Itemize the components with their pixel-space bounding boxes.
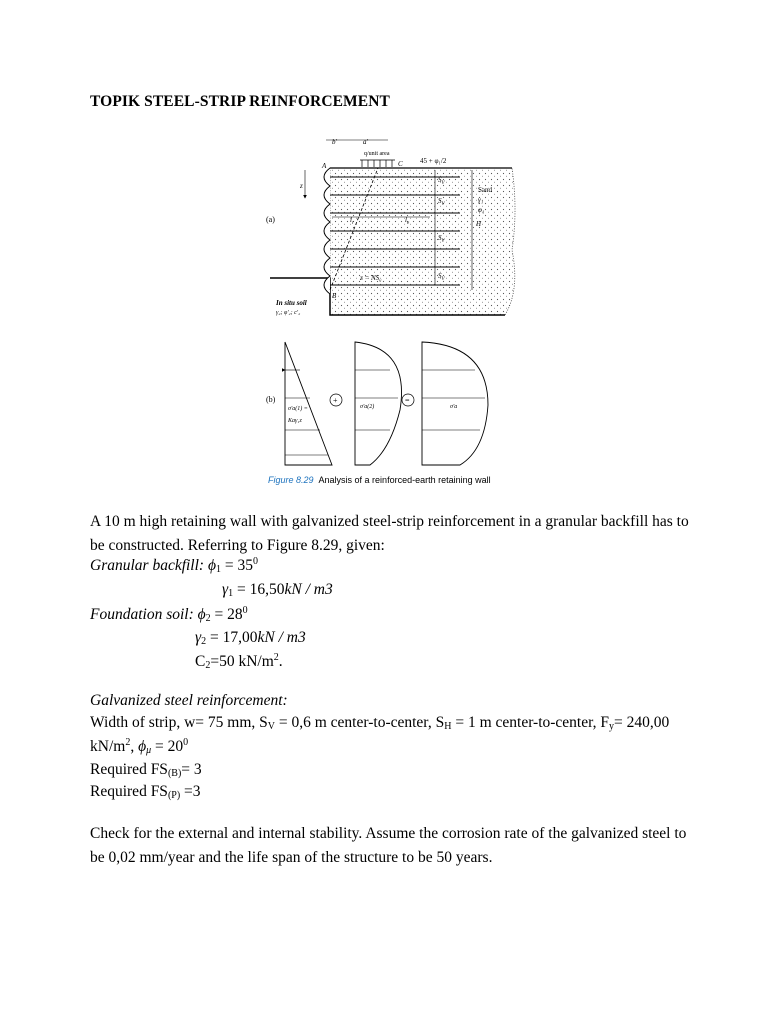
pressure-triangle — [285, 342, 332, 465]
fy-sub: y — [609, 721, 615, 732]
surcharge-arrows — [360, 160, 395, 167]
reinforced-earth-diagram — [250, 130, 550, 490]
phi2-value: = 28 — [210, 606, 243, 623]
gamma2-value: = 17,00 — [206, 629, 258, 646]
figure-8-29 — [250, 130, 550, 490]
angle-label: 45 + φ₁/2 — [420, 157, 447, 165]
gamma1-unit: kN / m3 — [284, 581, 333, 598]
foundation-soil-line — [90, 605, 248, 624]
figure-caption-text: Analysis of a reinforced-earth retaining wall — [318, 475, 491, 485]
gamma2-line — [195, 629, 306, 647]
granular-label: Granular backfill: — [90, 557, 205, 574]
gamma1-line — [222, 581, 333, 599]
sh-sub: H — [444, 721, 452, 732]
sv-label-2: $S_V$ — [438, 197, 445, 207]
z-label: z — [300, 182, 303, 190]
plus-sign: + — [333, 396, 338, 405]
knm-text: kN/m — [90, 738, 126, 755]
sv-label-1: $S_V$ — [438, 176, 445, 186]
lr-label: $l_r$ — [350, 216, 354, 226]
width-text-c: = 1 m center-to-center, F — [451, 714, 610, 731]
knm-line — [90, 737, 188, 756]
gamma1-symbol: γ — [222, 581, 229, 598]
z-eq-label: $z = NS_v$ — [360, 274, 382, 284]
phi1-sub: 1 — [216, 564, 221, 575]
h-label: H — [476, 220, 482, 228]
phi2-symbol: ϕ — [197, 606, 206, 623]
phi2-sub: 2 — [205, 613, 211, 624]
a-prime-label: a' — [363, 138, 368, 146]
fsb-value: = 3 — [181, 761, 202, 778]
wall-facing — [324, 168, 330, 294]
gamma2-sub: 2 — [201, 636, 207, 647]
panel-a — [266, 138, 515, 316]
fsp-text: Required FS — [90, 783, 168, 800]
width-text-b: = 0,6 m center-to-center, S — [275, 714, 445, 731]
c2-end: . — [278, 653, 283, 670]
fsp-sub: (P) — [167, 790, 181, 801]
foundation-label: Foundation soil: — [90, 606, 194, 623]
b-prime-label: b' — [332, 138, 337, 146]
sv-label-4: $S_V$ — [438, 272, 445, 282]
c2-label: C — [195, 653, 206, 670]
c2-value: =50 kN/m — [210, 653, 274, 670]
le-label: $l_e$ — [405, 216, 410, 226]
granular-backfill-line — [90, 556, 258, 575]
phi1-label: φ₁ — [478, 206, 485, 214]
gamma2-symbol: γ — [195, 629, 202, 646]
sand-label: Sand — [478, 186, 492, 194]
point-b-label: B — [332, 292, 337, 300]
gamma2-unit: kN / m3 — [257, 629, 306, 646]
check-paragraph: Check for the external and internal stability. Assume the corrosion rate of the galvanized steel to be 0,02 mm/year and the life span of the structure to be 50 years. — [90, 825, 687, 866]
phi-mu-sup: 0 — [183, 737, 189, 748]
gamma1-value: = 16,50 — [233, 581, 285, 598]
c2-sub: 2 — [205, 660, 211, 671]
sigma-a1-label: σ'a(1) = — [288, 406, 308, 412]
point-a-label: A — [322, 162, 327, 170]
point-c-label: C — [398, 160, 403, 168]
c2-line — [195, 652, 283, 671]
sv-label-3: $S_V$ — [438, 234, 445, 244]
reinforcement-heading: Galvanized steel reinforcement: — [90, 692, 288, 709]
figure-caption — [268, 475, 491, 485]
document-title: TOPIK STEEL-STRIP REINFORCEMENT — [90, 93, 390, 110]
fs-p-line — [90, 783, 201, 801]
phi1-symbol: ϕ — [207, 557, 216, 574]
panel-a-label: (a) — [266, 215, 275, 224]
strip-width-line — [90, 714, 669, 732]
equals-sign: = — [405, 396, 410, 405]
gamma1-label: γ₁ — [478, 196, 484, 204]
phi-mu-sub: μ — [146, 745, 152, 756]
q-unit-area-label: q/unit area — [364, 151, 390, 157]
sigma-a-label: σ'a — [450, 404, 458, 410]
fsp-value: =3 — [180, 783, 201, 800]
phi-mu-symbol: ϕ — [138, 738, 147, 755]
fs-b-line — [90, 761, 202, 779]
phi1-sup: 0 — [253, 556, 258, 567]
intro-paragraph: A 10 m high retaining wall with galvanized steel-strip reinforcement in a granular backfill has to be constructed. Referring to Figure 8.29, given: — [90, 513, 689, 554]
figure-number: Figure 8.29 — [268, 475, 314, 485]
in-situ-label: In situ soil — [276, 299, 307, 307]
width-text-d: = 240,00 — [614, 714, 670, 731]
panel-b-label: (b) — [266, 395, 276, 404]
fsb-text: Required FS — [90, 761, 168, 778]
in-situ-props: γ₂; φ'₂; c'₂ — [276, 310, 301, 316]
phi2-sup: 0 — [242, 605, 248, 616]
fsb-sub: (B) — [167, 768, 182, 779]
phi-mu-value: = 20 — [151, 738, 184, 755]
sv-sub: V — [267, 721, 275, 732]
knm-sup: 2 — [125, 737, 131, 748]
ka-gamma-label: Kaγ₁z — [288, 418, 302, 424]
phi-mu-pre: , — [130, 738, 139, 755]
panel-b — [266, 342, 488, 465]
width-text-a: Width of strip, w= 75 mm, S — [90, 714, 268, 731]
sigma-a2-label: σ'a(2) — [360, 404, 375, 410]
c2-sup: 2 — [273, 652, 279, 663]
phi1-value: = 35 — [221, 557, 253, 574]
gamma1-sub: 1 — [228, 588, 234, 599]
